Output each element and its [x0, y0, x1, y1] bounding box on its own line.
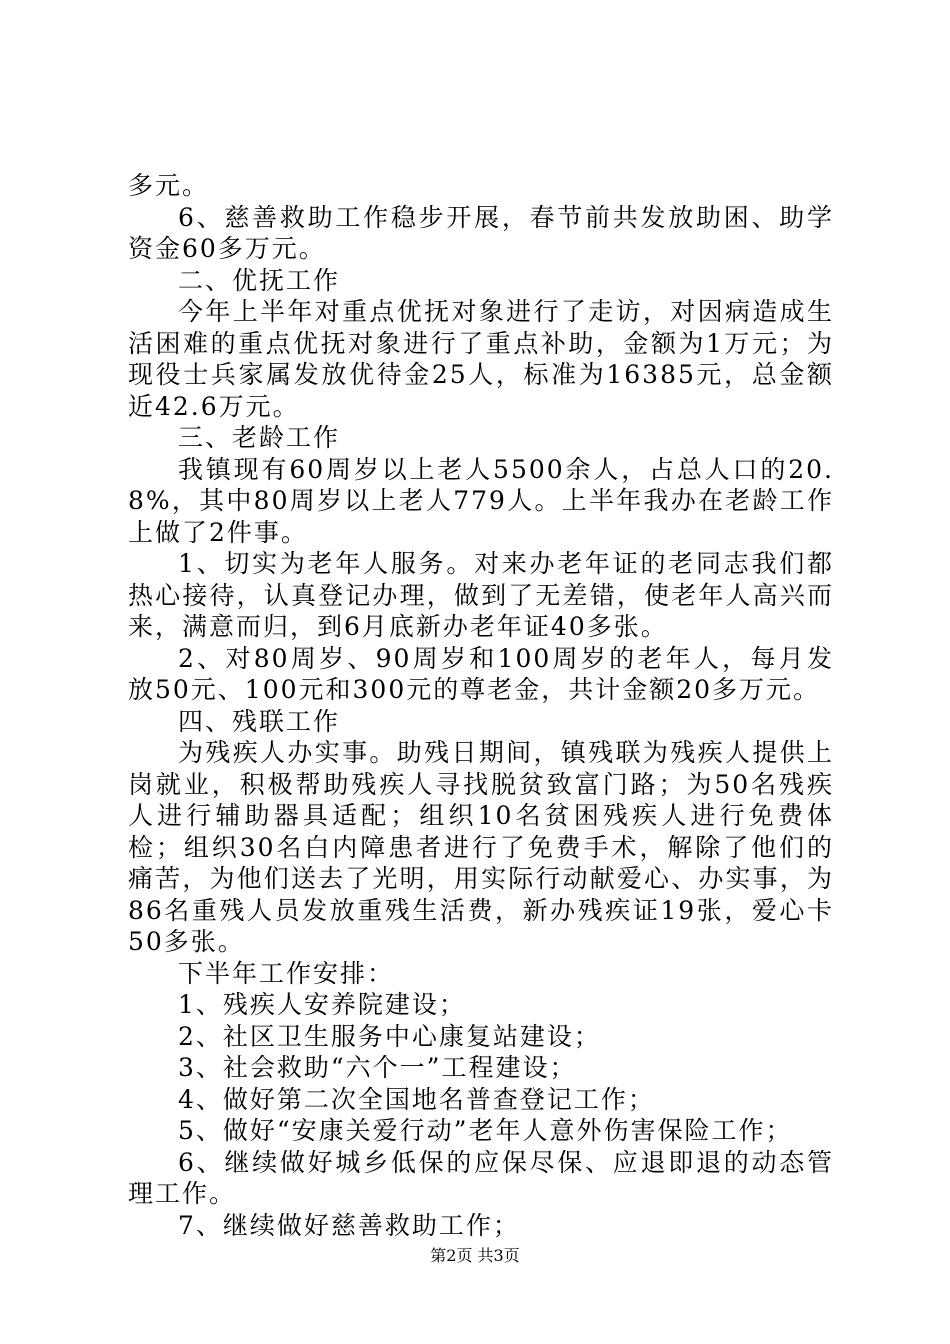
- paragraph: 1、残疾人安养院建设；: [178, 990, 466, 1019]
- paragraph: 为残疾人办实事。助残日期间，镇残联为残疾人提供上岗就业，积极帮助残疾人寻找脱贫致富门路；为50名残疾人进行辅助器具适配；组织10名贫困残疾人进行免费体检；组织30名白内障患者进行了免费手术，解除了他们的痛苦，为他们送去了光明，用实际行动献爱心、办实事，为86名重残人员发放重残生活费，新办残疾证19张，爱心卡50多张。: [128, 738, 834, 956]
- page-footer: 第2页 共3页: [430, 1246, 520, 1265]
- paragraph: 1、切实为老年人服务。对来办老年证的老同志我们都热心接待，认真登记办理，做到了无差错，使老年人高兴而来，满意而归，到6月底新办老年证40多张。: [128, 549, 834, 641]
- paragraph: 2、对80周岁、90周岁和100周岁的老年人，每月发放50元、100元和300元的尊老金，共计金额20多万元。: [128, 643, 834, 704]
- paragraph: 6、继续做好城乡低保的应保尽保、应退即退的动态管理工作。: [128, 1147, 834, 1208]
- paragraph: 2、社区卫生服务中心康复站建设；: [178, 1021, 601, 1051]
- paragraph: 3、社会救助“六个一”工程建设；: [178, 1053, 577, 1082]
- paragraph: 三、老龄工作: [178, 423, 341, 452]
- paragraph: 5、做好“安康关爱行动”老年人意外伤害保险工作；: [178, 1116, 793, 1145]
- paragraph: 6、慈善救助工作稳步开展，春节前共发放助困、助学资金60多万元。: [128, 202, 834, 263]
- paragraph: 多元。: [128, 171, 210, 200]
- paragraph: 7、继续做好慈善救助工作；: [178, 1210, 520, 1240]
- paragraph: 今年上半年对重点优抚对象进行了走访，对因病造成生活困难的重点优抚对象进行了重点补助，金额为1万元；为现役士兵家属发放优待金25人，标准为16385元，总金额近42.6万元。: [128, 297, 834, 421]
- document-body: [128, 170, 834, 1241]
- paragraph: 二、优抚工作: [178, 265, 341, 295]
- paragraph: 四、残联工作: [178, 706, 341, 736]
- paragraph: 我镇现有60周岁以上老人5500余人，占总人口的20.8%，其中80周岁以上老人779人。上半年我办在老龄工作上做了2件事。: [128, 454, 834, 547]
- paragraph: 下半年工作安排：: [178, 958, 395, 988]
- paragraph: 4、做好第二次全国地名普查登记工作；: [178, 1084, 655, 1114]
